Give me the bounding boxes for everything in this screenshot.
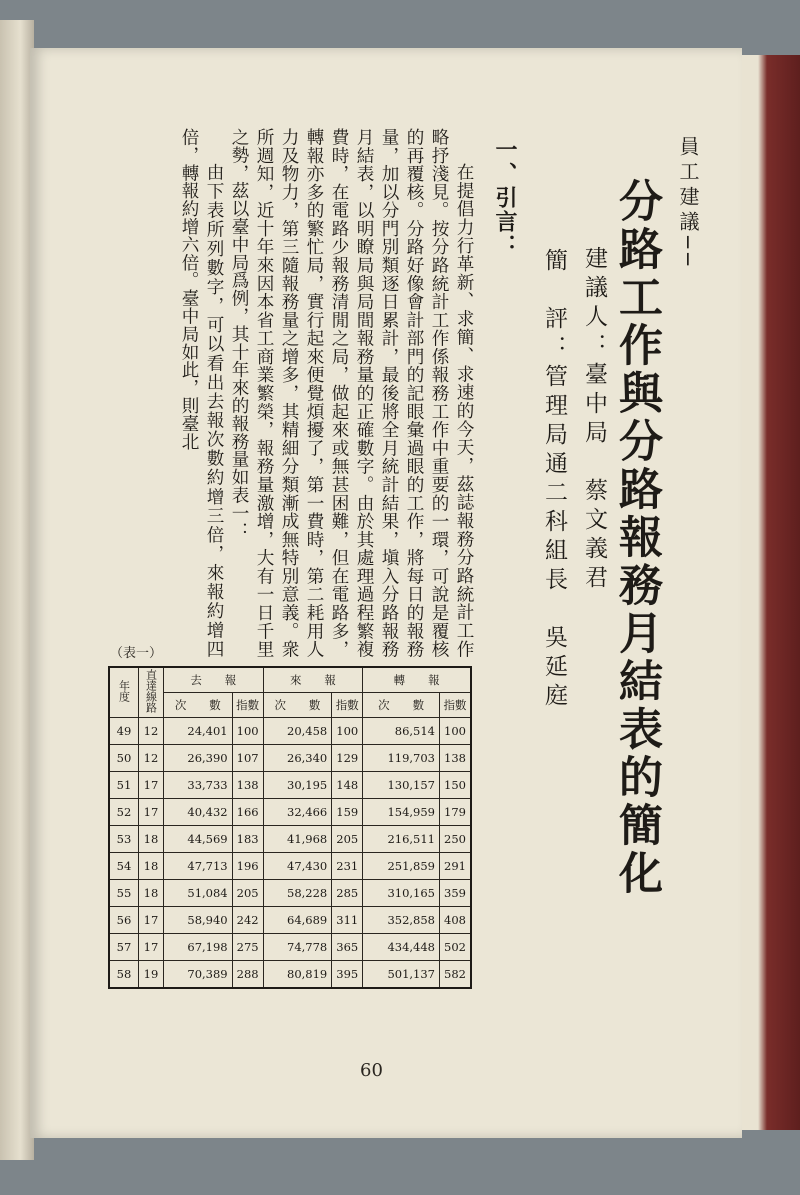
- header-count: 次 數: [263, 693, 332, 718]
- cell-in-index: 148: [332, 772, 363, 799]
- cell-tr-index: 408: [440, 907, 472, 934]
- cell-circuits: 17: [139, 772, 164, 799]
- section-heading: 一、引言：: [492, 138, 518, 258]
- book-page: [30, 48, 742, 1138]
- cell-tr-index: 502: [440, 934, 472, 961]
- cell-out-index: 100: [232, 718, 263, 745]
- page-number: 60: [360, 1060, 383, 1081]
- table-row: [109, 799, 471, 826]
- cell-circuits: 17: [139, 799, 164, 826]
- header-count: 次 數: [363, 693, 440, 718]
- header-year: 年度: [109, 667, 139, 718]
- cell-out-index: 138: [232, 772, 263, 799]
- paragraph: 由下表所列數字，可以看出去報次數約增三倍，來報約增四倍，轉報約增六倍。臺中局如此，則臺北: [179, 128, 224, 658]
- cell-in-index: 100: [332, 718, 363, 745]
- cell-in-count: 41,968: [263, 826, 332, 853]
- cell-circuits: 18: [139, 826, 164, 853]
- table-row: [109, 907, 471, 934]
- facing-page-edge: [0, 20, 34, 1160]
- cell-in-count: 26,340: [263, 745, 332, 772]
- cell-year: 50: [109, 745, 139, 772]
- cell-tr-count: 352,858: [363, 907, 440, 934]
- table-row: [109, 718, 471, 745]
- cell-circuits: 12: [139, 718, 164, 745]
- cell-in-count: 74,778: [263, 934, 332, 961]
- cell-circuits: 19: [139, 961, 164, 989]
- cell-in-count: 20,458: [263, 718, 332, 745]
- cell-in-index: 129: [332, 745, 363, 772]
- cell-tr-count: 86,514: [363, 718, 440, 745]
- series-label: 員工建議──: [676, 136, 700, 271]
- cell-circuits: 18: [139, 853, 164, 880]
- header-incoming: 來 報: [263, 667, 363, 693]
- cell-in-index: 311: [332, 907, 363, 934]
- cell-out-count: 33,733: [164, 772, 233, 799]
- cell-circuits: 18: [139, 880, 164, 907]
- cell-in-count: 47,430: [263, 853, 332, 880]
- author-byline: 建議人：臺中局 蔡文義君: [581, 246, 607, 594]
- header-circuits: 直達線路: [139, 667, 164, 718]
- cell-tr-count: 310,165: [363, 880, 440, 907]
- body-text: [126, 128, 476, 658]
- cell-year: 53: [109, 826, 139, 853]
- cell-in-count: 80,819: [263, 961, 332, 989]
- table-row: [109, 772, 471, 799]
- cell-in-index: 205: [332, 826, 363, 853]
- header-outgoing: 去 報: [164, 667, 264, 693]
- cell-out-count: 67,198: [164, 934, 233, 961]
- cell-in-index: 285: [332, 880, 363, 907]
- cell-in-index: 231: [332, 853, 363, 880]
- cell-out-index: 242: [232, 907, 263, 934]
- cell-year: 54: [109, 853, 139, 880]
- cell-out-index: 166: [232, 799, 263, 826]
- article-title: 分路工作與分路報務月結表的簡化: [611, 178, 662, 898]
- cell-tr-index: 582: [440, 961, 472, 989]
- header-count: 次 數: [164, 693, 233, 718]
- cell-year: 58: [109, 961, 139, 989]
- cell-out-index: 183: [232, 826, 263, 853]
- cell-out-index: 275: [232, 934, 263, 961]
- cell-tr-index: 291: [440, 853, 472, 880]
- cell-out-index: 107: [232, 745, 263, 772]
- cell-tr-count: 154,959: [363, 799, 440, 826]
- cell-year: 52: [109, 799, 139, 826]
- cell-in-count: 58,228: [263, 880, 332, 907]
- cell-out-count: 70,389: [164, 961, 233, 989]
- cell-in-index: 159: [332, 799, 363, 826]
- cell-year: 49: [109, 718, 139, 745]
- cell-tr-count: 251,859: [363, 853, 440, 880]
- header-transit: 轉 報: [363, 667, 471, 693]
- cell-tr-count: 119,703: [363, 745, 440, 772]
- table-caption: （表一）: [110, 646, 163, 661]
- table-row: [109, 745, 471, 772]
- header-index: 指數: [232, 693, 263, 718]
- table-row: [109, 934, 471, 961]
- cell-tr-index: 150: [440, 772, 472, 799]
- cell-tr-count: 434,448: [363, 934, 440, 961]
- cell-out-count: 26,390: [164, 745, 233, 772]
- cell-circuits: 12: [139, 745, 164, 772]
- cell-out-index: 288: [232, 961, 263, 989]
- cell-out-index: 205: [232, 880, 263, 907]
- cell-out-count: 44,569: [164, 826, 233, 853]
- cell-tr-count: 501,137: [363, 961, 440, 989]
- cell-in-index: 365: [332, 934, 363, 961]
- table-row: [109, 826, 471, 853]
- table-row: [109, 961, 471, 989]
- cell-out-count: 47,713: [164, 853, 233, 880]
- cell-year: 57: [109, 934, 139, 961]
- cell-out-count: 58,940: [164, 907, 233, 934]
- traffic-table: [108, 666, 472, 989]
- paragraph: 在提倡力行革新、求簡、求速的今天，茲誌報務分路統計工作略抒淺見。按分路統計工作係報務工作中重要的一環，可說是覆核的再覆核。分路好像會計部門的記眼彙過眼的工作，將每日的報務量，加以分門別類逐日累計，最後將全月統計結果，塡入分路報務月結表，以明瞭局與局間報務量的正確數字。由於其處理過程繁複費時，在電路少報務清閒之局，做起來或無甚困難，但在電路多，轉報亦多的繁忙局，實行起來便覺煩擾了，第一費時，第二耗用人力及物力，第三隨報務量之增多，其精細分類漸成無特別意義。衆所週知，近十年來因本省工商業繁榮，報務量激增，大有一日千里之勢，茲以臺中局爲例，其十年來的報務量如表一：: [229, 128, 474, 658]
- header-index: 指數: [440, 693, 472, 718]
- cell-out-count: 40,432: [164, 799, 233, 826]
- cell-in-index: 395: [332, 961, 363, 989]
- table-row: [109, 853, 471, 880]
- cell-out-count: 51,084: [164, 880, 233, 907]
- cell-circuits: 17: [139, 934, 164, 961]
- cell-in-count: 32,466: [263, 799, 332, 826]
- cell-tr-index: 250: [440, 826, 472, 853]
- cell-out-count: 24,401: [164, 718, 233, 745]
- cell-in-count: 30,195: [263, 772, 332, 799]
- cell-tr-count: 216,511: [363, 826, 440, 853]
- cell-out-index: 196: [232, 853, 263, 880]
- cell-tr-index: 138: [440, 745, 472, 772]
- cell-year: 55: [109, 880, 139, 907]
- cell-tr-index: 179: [440, 799, 472, 826]
- book-cover-edge: [740, 55, 800, 1130]
- cell-tr-index: 359: [440, 880, 472, 907]
- cell-tr-count: 130,157: [363, 772, 440, 799]
- cell-in-count: 64,689: [263, 907, 332, 934]
- cell-tr-index: 100: [440, 718, 472, 745]
- reviewer-byline: 簡 評：管理局通二科組長 吳延庭: [541, 248, 567, 712]
- cell-year: 51: [109, 772, 139, 799]
- cell-year: 56: [109, 907, 139, 934]
- cell-circuits: 17: [139, 907, 164, 934]
- table-row: [109, 880, 471, 907]
- header-index: 指數: [332, 693, 363, 718]
